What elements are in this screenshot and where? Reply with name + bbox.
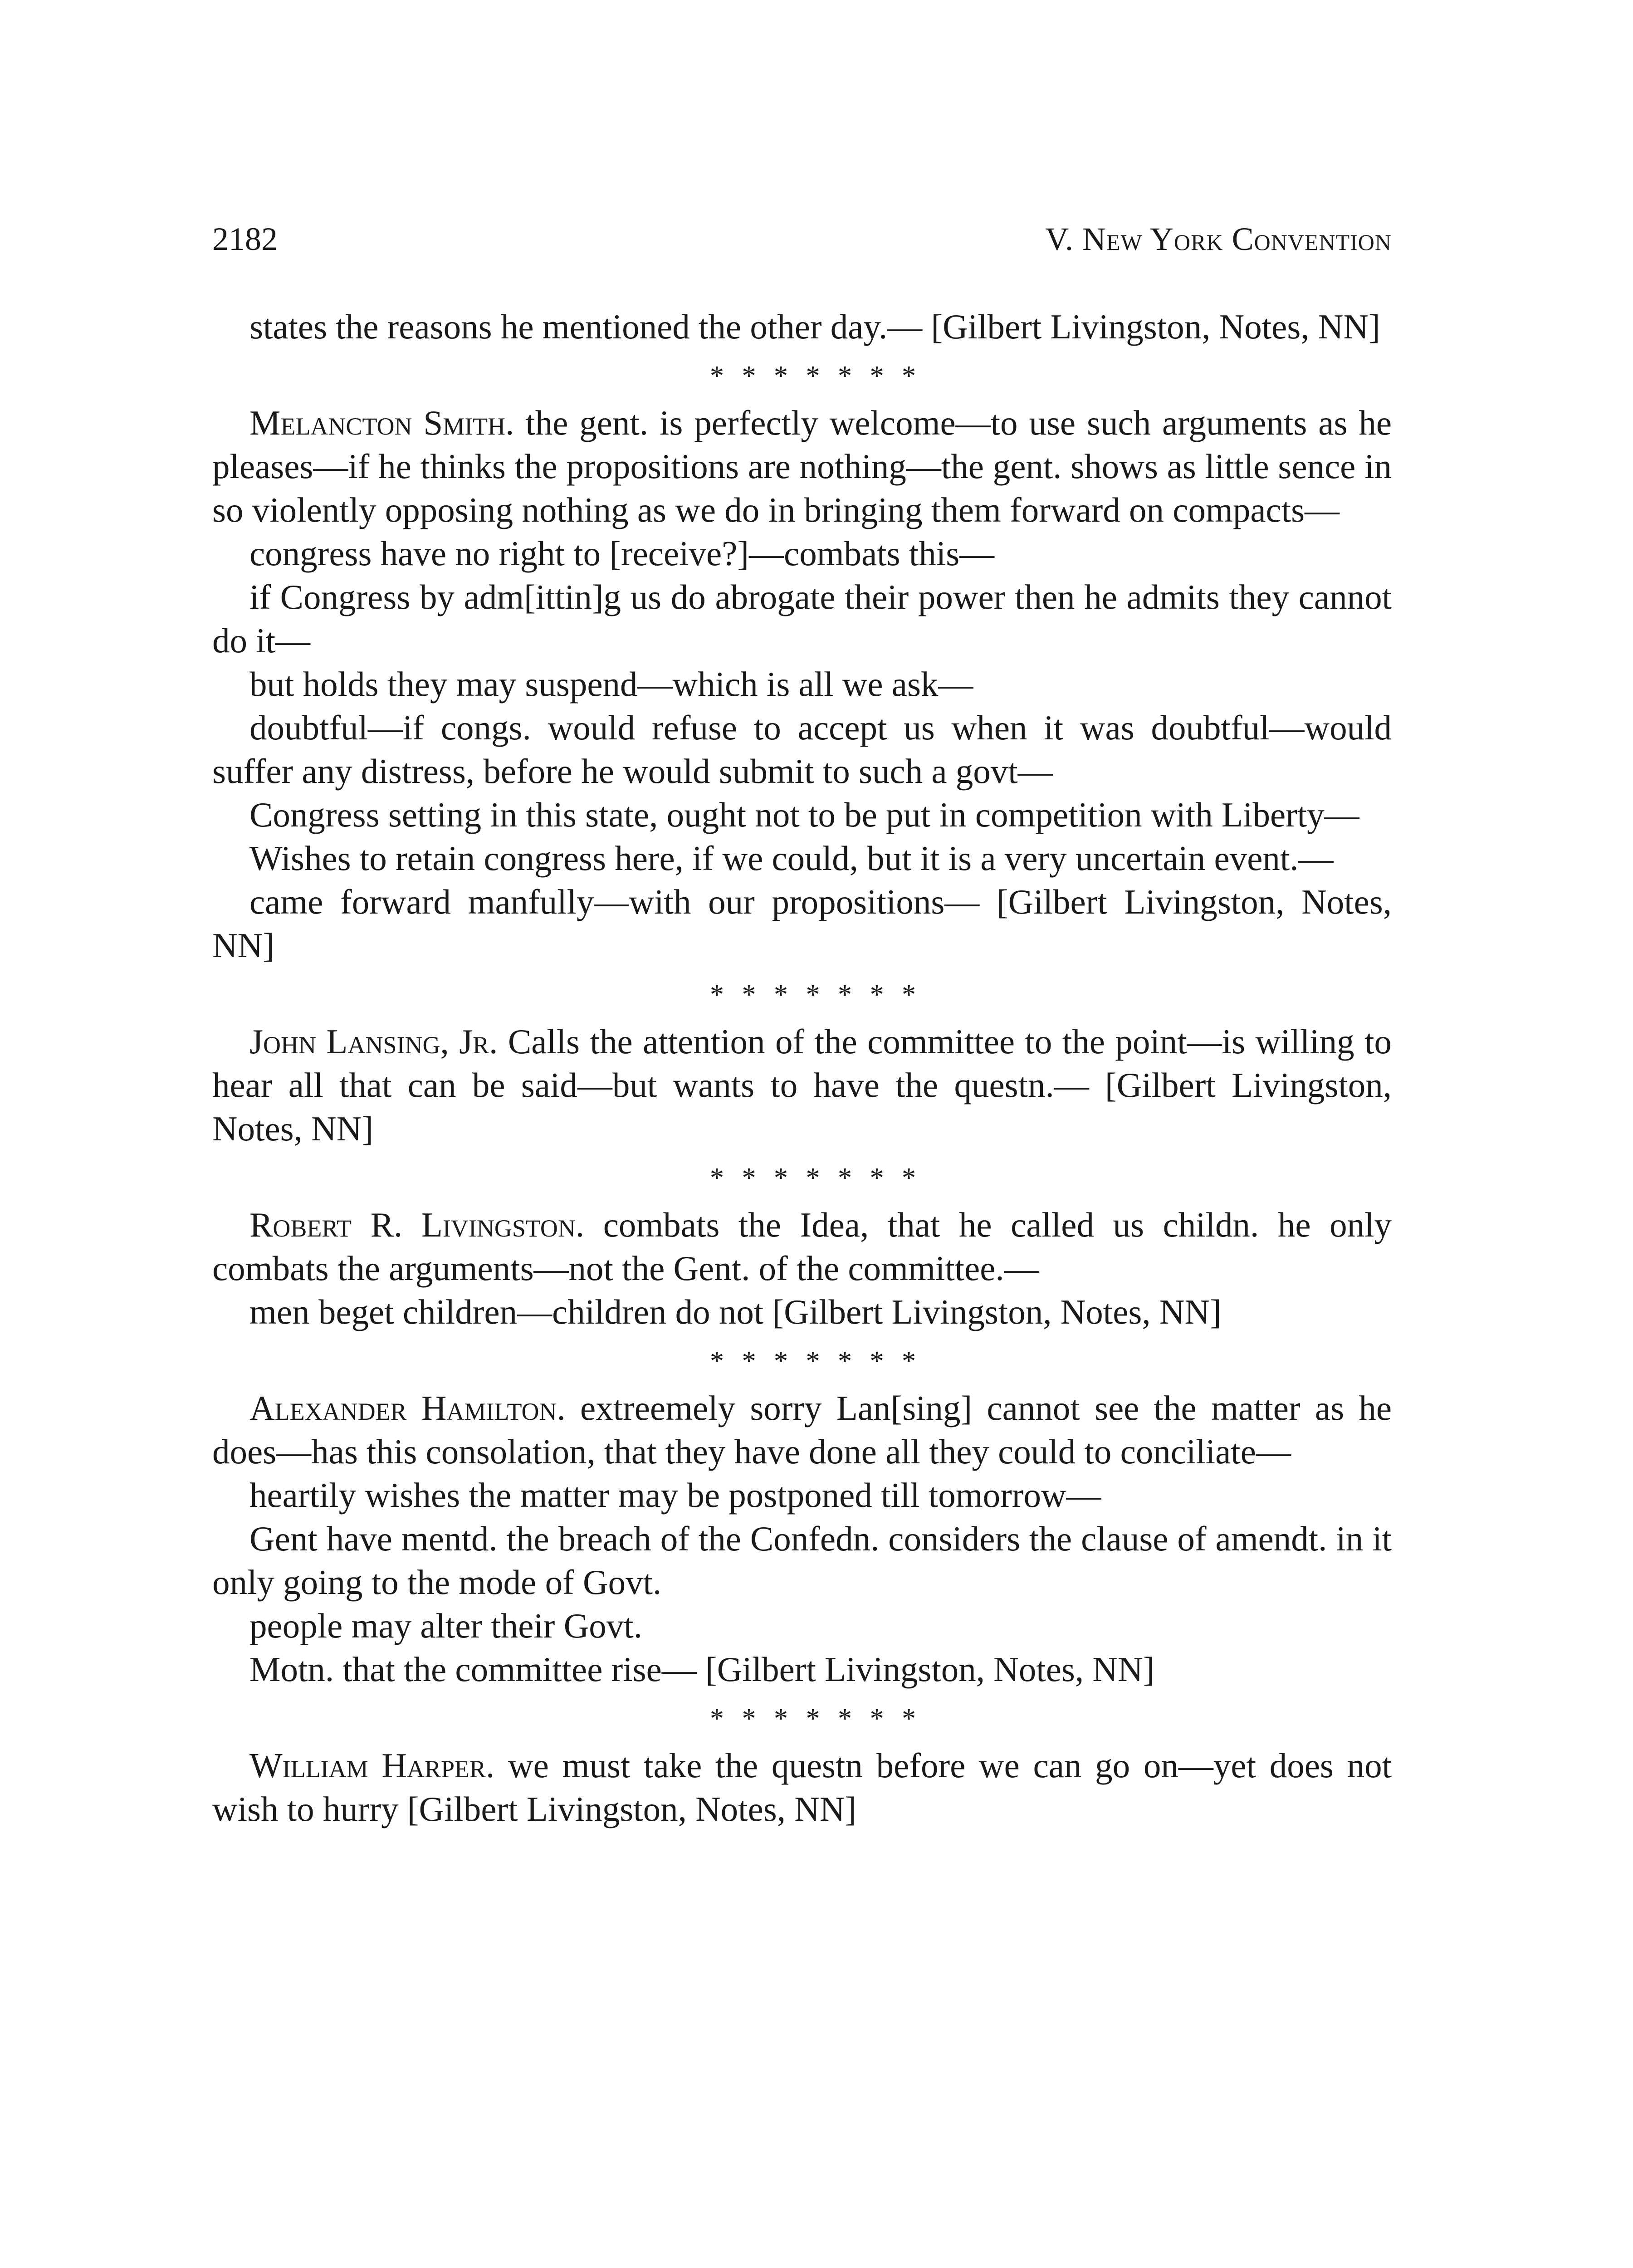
paragraph: doubtful—if congs. would refuse to accept us when it was doubtful—would suffer any distress, before he would submit to such a govt—	[212, 708, 1392, 791]
paragraph-text: the gent. is perfectly welcome—to use such arguments as he pleases—if he thinks the propositions are nothing—the gent. shows as little sence in so violently opposing nothing as we do in bringing them forward on compacts—	[212, 403, 1392, 529]
speaker-name: Alexander Hamilton.	[249, 1388, 566, 1427]
paragraph: Wishes to retain congress here, if we could, but it is a very uncertain event.—	[249, 839, 1334, 878]
speaker-name: Robert R. Livingston.	[249, 1205, 585, 1244]
section-separator: * * * * * * *	[710, 361, 921, 391]
paragraph: men beget children—children do not [Gilbert Livingston, Notes, NN]	[249, 1292, 1222, 1331]
running-header	[212, 219, 1392, 259]
section-separator: * * * * * * *	[710, 979, 921, 1010]
paragraph: congress have no right to [receive?]—combats this—	[249, 534, 995, 573]
paragraph-text: Calls the attention of the committee to the point—is willing to hear all that can be said—but wants to have the questn.— [Gilbert Livingston, Notes, NN]	[212, 1022, 1392, 1148]
paragraph-text: combats the Idea, that he called us childn. he only combats the arguments—not the Gent. of the committee.—	[212, 1205, 1392, 1288]
paragraph: but holds they may suspend—which is all we ask—	[249, 665, 973, 704]
running-title: V. New York Convention	[1045, 221, 1392, 257]
body-text	[212, 305, 1392, 1831]
section-separator: * * * * * * *	[710, 1703, 921, 1734]
section-separator: * * * * * * *	[710, 1163, 921, 1193]
paragraph: Congress setting in this state, ought not to be put in competition with Liberty—	[249, 795, 1359, 834]
paragraph	[212, 401, 1392, 532]
paragraph: people may alter their Govt.	[249, 1606, 642, 1645]
paragraph: Motn. that the committee rise— [Gilbert Livingston, Notes, NN]	[249, 1650, 1155, 1689]
paragraph	[212, 1386, 1392, 1473]
speaker-name: William Harper.	[249, 1746, 495, 1785]
page-number: 2182	[212, 221, 278, 257]
paragraph: Gent have mentd. the breach of the Confedn. considers the clause of amendt. in it only going to the mode of Govt.	[212, 1519, 1392, 1602]
paragraph	[212, 1020, 1392, 1150]
speaker-name: Melancton Smith.	[249, 403, 514, 442]
paragraph: heartily wishes the matter may be postponed till tomorrow—	[249, 1476, 1101, 1515]
speaker-name: John Lansing, Jr.	[249, 1022, 498, 1061]
paragraph-text: extreemely sorry Lan[sing] cannot see the matter as he does—has this consolation, that they have done all they could to conciliate—	[212, 1388, 1392, 1471]
paragraph-text: we must take the questn before we can go on—yet does not wish to hurry [Gilbert Livingston, Notes, NN]	[212, 1746, 1392, 1828]
paragraph	[212, 1744, 1392, 1831]
paragraph	[212, 1203, 1392, 1290]
paragraph: states the reasons he mentioned the other day.— [Gilbert Livingston, Notes, NN]	[249, 307, 1380, 346]
document-page	[212, 0, 1392, 2268]
paragraph: if Congress by adm[ittin]g us do abrogate their power then he admits they cannot do it—	[212, 577, 1392, 660]
section-separator: * * * * * * *	[710, 1346, 921, 1377]
paragraph: came forward manfully—with our propositions— [Gilbert Livingston, Notes, NN]	[212, 882, 1392, 965]
